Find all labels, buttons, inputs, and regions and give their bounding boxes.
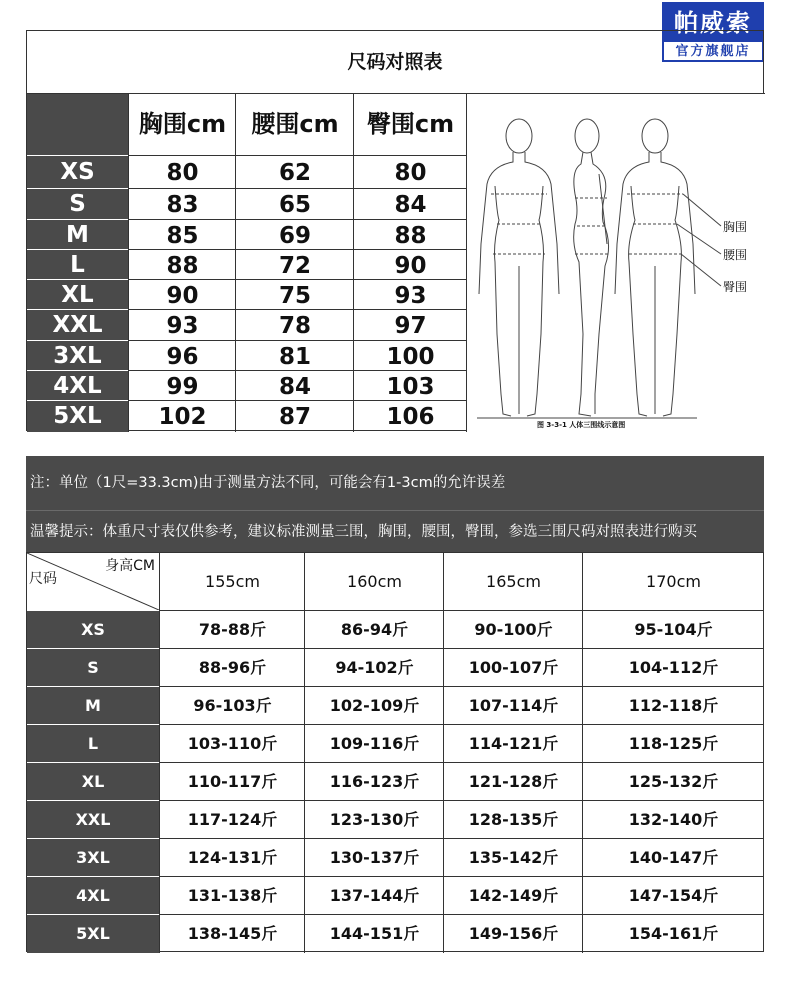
figure-label-hip: 臀围: [723, 280, 748, 294]
weight-cell: 94-102斤: [304, 648, 444, 687]
weight-cell: 123-130斤: [304, 800, 444, 839]
measurement-cell: 97: [353, 309, 467, 341]
table-corner: [27, 93, 128, 156]
size-label: XXL: [27, 309, 128, 341]
figure-label-waist: 腰围: [723, 248, 748, 262]
weight-cell: 131-138斤: [159, 876, 305, 915]
header-height-170: 170cm: [582, 553, 764, 610]
weight-cell: 147-154斤: [582, 876, 764, 915]
weight-cell: 102-109斤: [304, 686, 444, 725]
size-label: XL: [27, 279, 128, 310]
weight-cell: 125-132斤: [582, 762, 764, 801]
measurement-cell: 99: [128, 370, 236, 401]
measurement-cell: 102: [128, 400, 236, 432]
weight-cell: 149-156斤: [443, 914, 583, 953]
weight-cell: 95-104斤: [582, 610, 764, 649]
header-hip: 臀围cm: [353, 93, 467, 156]
measurement-cell: 69: [235, 219, 354, 250]
weight-cell: 109-116斤: [304, 724, 444, 763]
size-label: 3XL: [27, 340, 128, 371]
measurement-cell: 84: [353, 188, 467, 220]
size-label: XL: [27, 762, 159, 801]
measurement-cell: 87: [235, 400, 354, 432]
measurement-cell: 62: [235, 155, 354, 189]
weight-cell: 142-149斤: [443, 876, 583, 915]
header-height-155: 155cm: [159, 553, 305, 610]
table-corner-diagonal: [27, 553, 159, 610]
weight-cell: 137-144斤: [304, 876, 444, 915]
weight-cell: 130-137斤: [304, 838, 444, 877]
weight-cell: 124-131斤: [159, 838, 305, 877]
size-label: XS: [27, 155, 128, 189]
body-measurement-figure: [466, 93, 765, 432]
measurement-cell: 106: [353, 400, 467, 432]
measurement-cell: 93: [128, 309, 236, 341]
measurement-cell: 65: [235, 188, 354, 220]
weight-cell: 86-94斤: [304, 610, 444, 649]
body-silhouette-illustration: [467, 94, 765, 432]
size-label: 5XL: [27, 400, 128, 432]
weight-cell: 132-140斤: [582, 800, 764, 839]
measurement-cell: 75: [235, 279, 354, 310]
brand-subtitle: 官方旗舰店: [675, 44, 751, 59]
weight-cell: 135-142斤: [443, 838, 583, 877]
measurement-cell: 88: [128, 249, 236, 280]
size-label: S: [27, 188, 128, 220]
weight-cell: 107-114斤: [443, 686, 583, 725]
measurement-cell: 78: [235, 309, 354, 341]
weight-cell: 154-161斤: [582, 914, 764, 953]
weight-cell: 78-88斤: [159, 610, 305, 649]
measurement-cell: 100: [353, 340, 467, 371]
weight-cell: 144-151斤: [304, 914, 444, 953]
measurement-cell: 83: [128, 188, 236, 220]
weight-cell: 138-145斤: [159, 914, 305, 953]
brand-name: 帕威索: [664, 4, 762, 42]
weight-cell: 96-103斤: [159, 686, 305, 725]
size-label: 3XL: [27, 838, 159, 877]
weight-table: [26, 552, 764, 952]
size-label: XXL: [27, 800, 159, 839]
weight-cell: 116-123斤: [304, 762, 444, 801]
measurement-cell: 90: [128, 279, 236, 310]
size-label: M: [27, 219, 128, 250]
figure-caption: 图 3-3-1 人体三围线示意图: [537, 421, 626, 429]
measurement-cell: 81: [235, 340, 354, 371]
size-label: XS: [27, 610, 159, 649]
weight-tip: 温馨提示：体重尺寸表仅供参考，建议标准测量三围，胸围，腰围，臀围，参选三围尺码对照表进行购买: [26, 510, 764, 552]
figure-label-bust: 胸围: [723, 220, 748, 234]
weight-cell: 117-124斤: [159, 800, 305, 839]
weight-cell: 112-118斤: [582, 686, 764, 725]
weight-cell: 103-110斤: [159, 724, 305, 763]
size-label: 4XL: [27, 370, 128, 401]
size-label: M: [27, 686, 159, 725]
measurement-cell: 96: [128, 340, 236, 371]
unit-note: 注：单位（1尺=33.3cm)由于测量方法不同，可能会有1-3cm的允许误差: [26, 456, 764, 510]
weight-cell: 140-147斤: [582, 838, 764, 877]
size-label: L: [27, 724, 159, 763]
measurement-cell: 80: [128, 155, 236, 189]
size-label: S: [27, 648, 159, 687]
header-height-165: 165cm: [443, 553, 583, 610]
weight-cell: 114-121斤: [443, 724, 583, 763]
measurement-cell: 85: [128, 219, 236, 250]
measurement-cell: 90: [353, 249, 467, 280]
weight-cell: 121-128斤: [443, 762, 583, 801]
measurement-table: [26, 30, 764, 431]
table-title: 尺码对照表: [347, 51, 443, 73]
header-bust: 胸围cm: [128, 93, 236, 156]
weight-cell: 104-112斤: [582, 648, 764, 687]
weight-cell: 110-117斤: [159, 762, 305, 801]
height-axis-label: 身高CM: [105, 558, 155, 574]
size-label: L: [27, 249, 128, 280]
size-axis-label: 尺码: [29, 571, 57, 587]
weight-cell: 100-107斤: [443, 648, 583, 687]
measurement-cell: 72: [235, 249, 354, 280]
header-height-160: 160cm: [304, 553, 444, 610]
measurement-cell: 88: [353, 219, 467, 250]
measurement-cell: 84: [235, 370, 354, 401]
weight-cell: 88-96斤: [159, 648, 305, 687]
weight-cell: 118-125斤: [582, 724, 764, 763]
measurement-cell: 103: [353, 370, 467, 401]
header-waist: 腰围cm: [235, 93, 354, 156]
measurement-cell: 93: [353, 279, 467, 310]
measurement-cell: 80: [353, 155, 467, 189]
weight-cell: 128-135斤: [443, 800, 583, 839]
size-label: 5XL: [27, 914, 159, 953]
size-label: 4XL: [27, 876, 159, 915]
weight-cell: 90-100斤: [443, 610, 583, 649]
